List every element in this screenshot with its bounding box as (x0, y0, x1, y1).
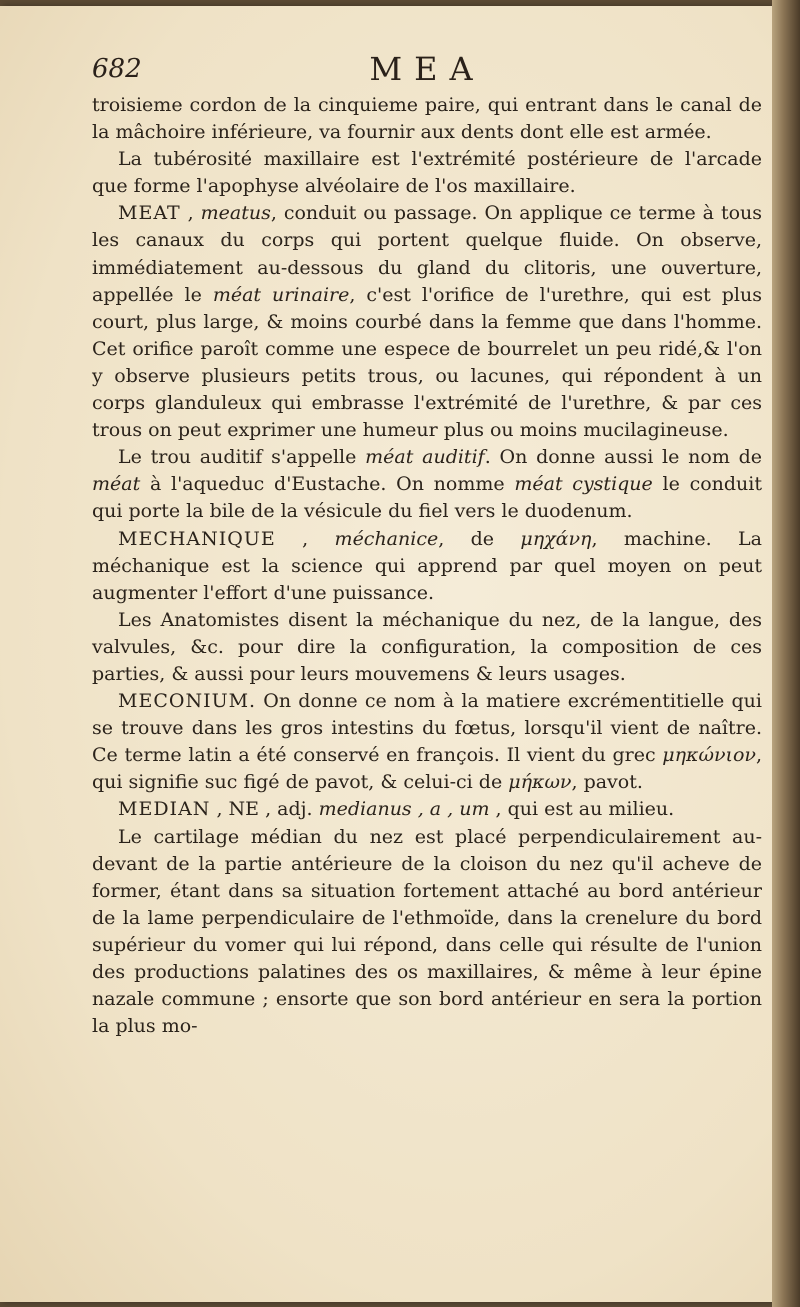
page-header (92, 50, 762, 90)
text-run: , de (438, 527, 521, 550)
paragraph (92, 444, 762, 525)
text-run: Le cartilage médian du nez est placé perpendiculairement au-devant de la partie antérieure de la cloison du nez qu'il acheve de former, étant dans sa situation fortement attaché au bord antérieur de la lame perpendiculaire de l'ethmoïde, dans la crenelure du bord supérieur du vomer qui lui répond, dans celle qui résulte de l'union des productions palatines des os maxillaires, & même à leur épine nazale commune ; ensorte que son bord antérieur en sera la portion la plus mo- (92, 825, 762, 1038)
page-number: 682 (92, 54, 142, 84)
italic-term: meatus (200, 202, 271, 225)
entry-headword: MEAT (118, 202, 181, 225)
paragraph (92, 688, 762, 796)
italic-term: méat cystique (514, 473, 653, 496)
text-run: , machine. La méchanique est la science qui apprend par quel moyen on peut augmenter l'effort d'une puissance. (92, 527, 762, 604)
italic-term: μηκώνιον (662, 744, 756, 767)
text-run: , conduit ou passage. On applique ce terme à tous les canaux du corps qui portent quelque fluide. On observe, immédiatement au-dessous du gland du clitoris, une ouverture, appellée le (92, 202, 762, 306)
italic-term: méat auditif (365, 446, 485, 469)
text-run: , qui est au milieu. (489, 798, 675, 821)
italic-term: méat urinaire (212, 283, 350, 306)
text-run: La tubérosité maxillaire est l'extrémité postérieure de l'arcade que forme l'apophyse alvéolaire de l'os maxillaire. (92, 148, 762, 198)
paragraph (92, 796, 762, 823)
text-run: troisieme cordon de la cinquieme paire, qui entrant dans le canal de la mâchoire inférieure, va fournir aux dents dont elle est armée. (92, 94, 762, 144)
book-fore-edge (772, 0, 800, 1307)
text-run: le conduit qui porte la bile de la vésicule du fiel vers le duodenum. (92, 473, 762, 523)
paragraph (92, 607, 762, 688)
text-run: , pavot. (571, 771, 643, 794)
book-page (0, 6, 772, 1302)
text-run: , (180, 202, 201, 225)
paragraph (92, 824, 762, 1041)
entry-headword: MECHANIQUE (118, 527, 276, 550)
text-run: à l'aqueduc d'Eustache. On nomme (140, 473, 515, 496)
italic-term: méat (92, 473, 141, 496)
text-run: Les Anatomistes disent la méchanique du nez, de la langue, des valvules, &c. pour dire la configuration, la composition de ces parties, & aussi pour leurs mouvemens & leurs usages. (92, 608, 762, 685)
italic-term: μήκων (508, 771, 572, 794)
text-run: , (275, 527, 335, 550)
text-run: On donne ce nom à la matiere excrémentitielle qui se trouve dans les gros intestins du fœtus, lorsqu'il vient de naître. Ce terme latin a été conservé en françois. Il vient du grec (92, 690, 762, 767)
text-run: . On donne aussi le nom de (484, 446, 763, 469)
entry-headword: MECONIUM. (118, 690, 257, 713)
paragraph (92, 526, 762, 607)
paragraph (92, 146, 762, 200)
italic-term: medianus , a , um (318, 798, 490, 821)
text-run: , qui signifie suc figé de pavot, & celui-ci de (92, 744, 762, 794)
text-run: , NE , adj. (210, 798, 319, 821)
dictionary-text (92, 92, 762, 1040)
paragraph (92, 92, 762, 146)
paragraph (92, 200, 762, 444)
text-run: Le trou auditif s'appelle (118, 446, 366, 469)
italic-term: μηχάνη (520, 527, 592, 550)
italic-term: méchanice (334, 527, 439, 550)
running-head: MEA (369, 50, 485, 88)
entry-headword: MEDIAN (118, 798, 211, 821)
text-run: , c'est l'orifice de l'urethre, qui est plus court, plus large, & moins courbé dans la femme que dans l'homme. Cet orifice paroît comme une espece de bourrelet un peu ridé,& l'on y observe plusieurs petits trous, ou lacunes, qui répondent à un corps glanduleux qui embrasse l'extrémité de l'urethre, & par ces trous on peut exprimer une humeur plus ou moins mucilagineuse. (92, 283, 762, 442)
